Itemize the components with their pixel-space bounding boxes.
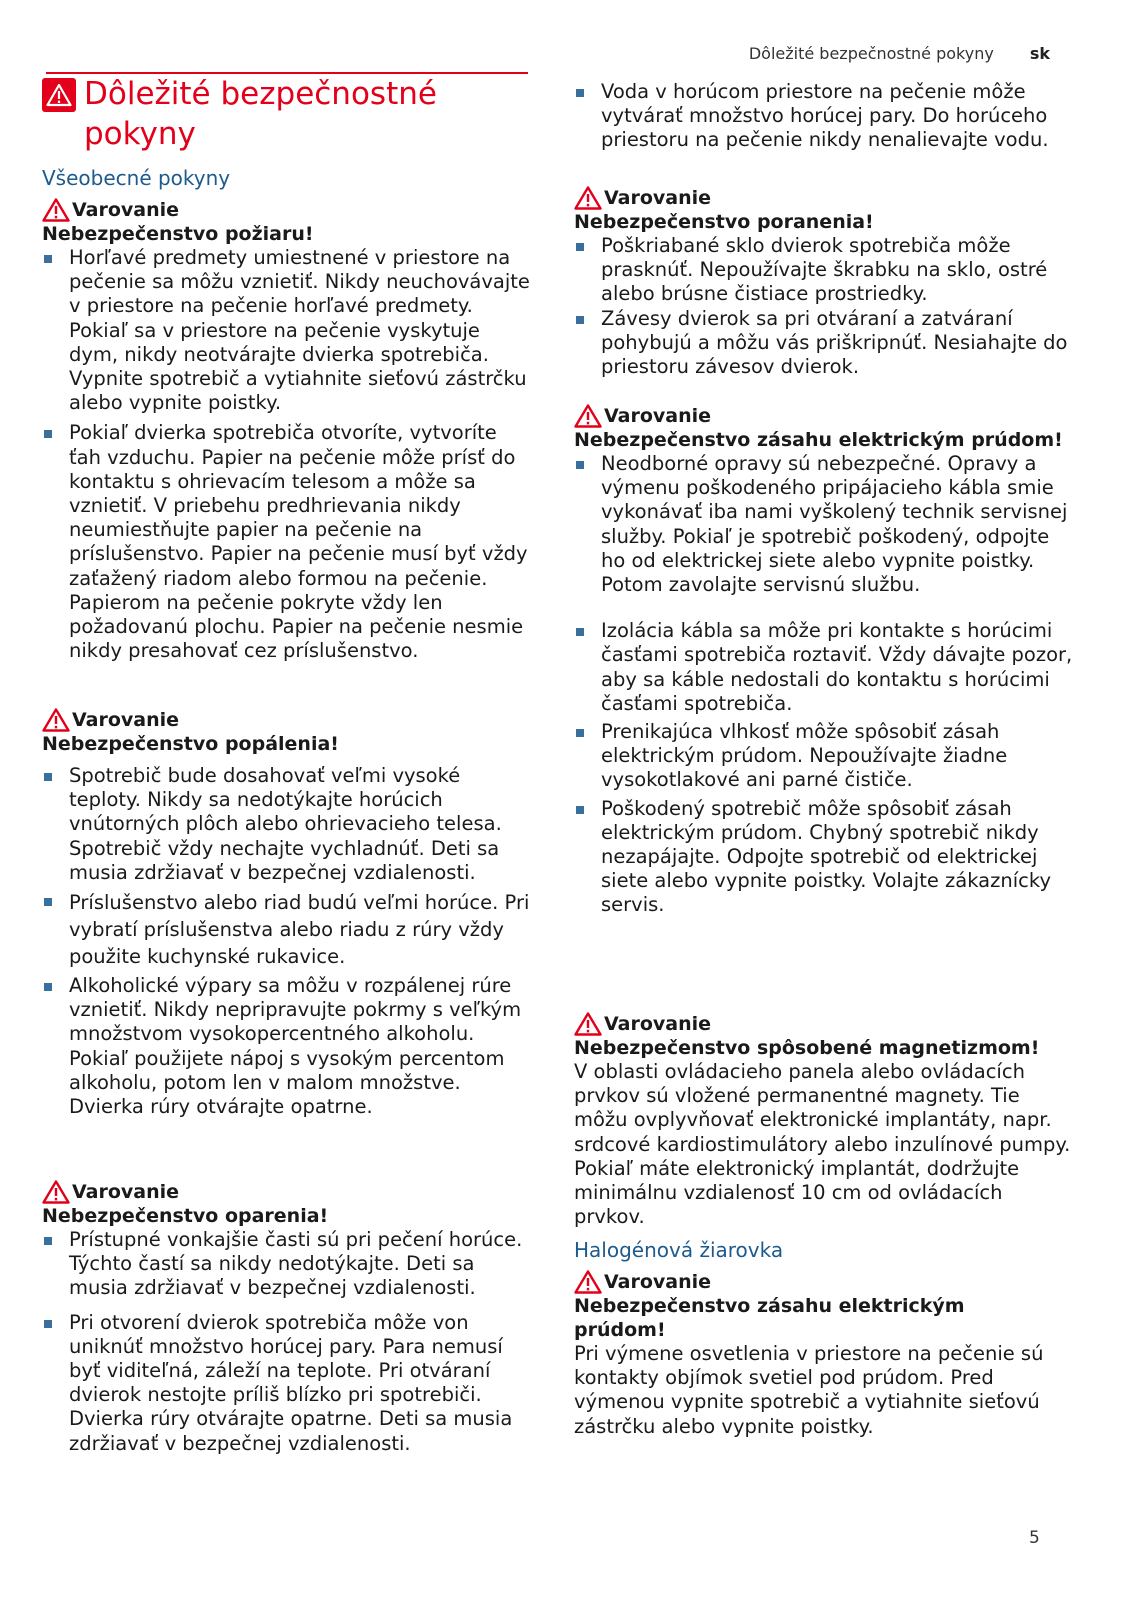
list-item: Poškriabané sklo dvierok spotrebiča môže prasknúť. Nepoužívajte škrabku na sklo, ostré alebo brúsne čistiace prostriedky. (574, 234, 1074, 307)
warning-block-scald (42, 1180, 532, 1456)
warning-block-magnetism (574, 1012, 1074, 1229)
bullet-list (574, 234, 1074, 379)
warning-block-burn (42, 708, 532, 1119)
warning-triangle-icon (574, 404, 602, 428)
list-item: Voda v horúcom priestore na pečenie môže vytvárať množstvo horúcej pary. Do horúceho priestoru na pečenie nikdy nenalievajte vodu. (574, 80, 1074, 153)
danger-title: Nebezpečenstvo popálenia! (42, 733, 339, 755)
warning-triangle-icon (42, 708, 70, 732)
warning-heading (574, 1012, 1074, 1036)
list-item: Spotrebič bude dosahovať veľmi vysoké teploty. Nikdy sa nedotýkajte horúcich vnútorných plôch alebo ohrievacieho telesa. Spotrebič vždy nechajte vychladnúť. Deti sa musia zdržiavať v bezpečnej vzdialenosti. (42, 764, 532, 885)
warning-block-fire (42, 198, 532, 663)
list-item: Prenikajúca vlhkosť môže spôsobiť zásah elektrickým prúdom. Nepoužívajte žiadne vysokotlakové ani parné čističe. (574, 720, 1074, 793)
page-number: 5 (1029, 1528, 1040, 1548)
warning-heading (42, 708, 532, 732)
bullet-list (42, 1228, 532, 1456)
warning-label: Varovanie (604, 1271, 712, 1293)
warning-triangle-icon (574, 1012, 602, 1036)
warning-block-injury (574, 186, 1074, 379)
top-item-block (574, 80, 1074, 153)
warning-triangle-icon (574, 1270, 602, 1294)
danger-title: Nebezpečenstvo požiaru! (42, 223, 314, 245)
warning-label: Varovanie (604, 1013, 712, 1035)
warning-paragraph: V oblasti ovládacieho panela alebo ovládacích prvkov sú vložené permanentné magnety. Tie môžu ovplyvňovať elektronické implantáty, napr. srdcové kardiostimulátory alebo inzulínové pumpy. Pokiaľ máte elektronický implantát, dodržujte minimálnu vzdialenosť 10 cm od ovládacích prvkov. (574, 1060, 1071, 1229)
list-item: Pokiaľ dvierka spotrebiča otvoríte, vytvoríte ťah vzduchu. Papier na pečenie môže prísť do kontaktu s ohrievacím telesom a môže sa vznietiť. V priebehu predhrievania nikdy neumiestňujte papier na pečenie na príslušenstvo. Papier na pečenie musí byť vždy zaťažený riadom alebo formou na pečenie. Papierom na pečenie pokryte vždy len požadovanú plochu. Papier na pečenie nesmie nikdy presahovať cez príslušenstvo. (42, 421, 532, 663)
danger-title: Nebezpečenstvo zásahu elektrickým prúdom! (574, 1295, 965, 1341)
warning-paragraph: Pri výmene osvetlenia v priestore na pečenie sú kontakty objímok svetiel pod prúdom. Pred výmenou vypnite spotrebič a vytiahnite sieťovú zástrčku alebo vypnite poistky. (574, 1342, 1044, 1438)
bullet-list (574, 452, 1074, 918)
warning-label: Varovanie (72, 709, 180, 731)
warning-label: Varovanie (72, 1181, 180, 1203)
warning-triangle-icon (42, 198, 70, 222)
page-title: Dôležité bezpečnostné pokyny (84, 76, 437, 152)
list-item: Príslušenstvo alebo riad budú veľmi horúce. Pri vybratí príslušenstva alebo riadu z rúry vždy použite kuchynské rukavice. (42, 889, 532, 970)
list-item: Poškodený spotrebič môže spôsobiť zásah elektrickým prúdom. Chybný spotrebič nikdy nezapájajte. Odpojte spotrebič od elektrickej siete alebo vypnite poistky. Volajte zákaznícky servis. (574, 797, 1074, 918)
list-item: Závesy dvierok sa pri otváraní a zatváraní pohybujú a môžu vás priškripnúť. Nesiahajte do priestoru závesov dvierok. (574, 307, 1074, 380)
section-title-general: Všeobecné pokyny (42, 166, 231, 190)
warning-heading (574, 186, 1074, 210)
warning-block-electric (574, 404, 1104, 918)
warning-heading (574, 1270, 1014, 1294)
danger-title: Nebezpečenstvo zásahu elektrickým prúdom! (574, 429, 1063, 451)
warning-block-halogen (574, 1270, 1044, 1439)
warning-triangle-icon (42, 78, 76, 112)
list-item: Prístupné vonkajšie časti sú pri pečení horúce. Týchto častí sa nikdy nedotýkajte. Deti sa musia zdržiavať v bezpečnej vzdialenosti. (42, 1228, 532, 1301)
warning-heading (42, 198, 532, 222)
warning-label: Varovanie (604, 187, 712, 209)
bullet-list (42, 246, 532, 663)
list-item: Pri otvorení dvierok spotrebiča môže von uniknúť množstvo horúcej pary. Para nemusí byť viditeľná, záleží na teplote. Pri otváraní dvierok nestojte príliš blízko pri spotrebiči. Dvierka rúry otvárajte opatrne. Deti sa musia zdržiavať v bezpečnej vzdialenosti. (42, 1311, 532, 1456)
list-item: Alkoholické výpary sa môžu v rozpálenej rúre vznietiť. Nikdy nepripravujte pokrmy s veľkým množstvom vysokopercentného alkoholu. Pokiaľ použijete nápoj s vysokým percentom alkoholu, potom len v malom množstve. Dvierka rúry otvárajte opatrne. (42, 974, 532, 1119)
running-header (749, 44, 1050, 63)
bullet-list (574, 80, 1074, 153)
warning-heading (42, 1180, 532, 1204)
header-language: sk (1029, 44, 1050, 63)
warning-triangle-icon (42, 1180, 70, 1204)
list-item: Horľavé predmety umiestnené v priestore na pečenie sa môžu vznietiť. Nikdy neuchovávajte v priestore na pečenie horľavé predmety. Pokiaľ sa v priestore na pečenie vyskytuje dym, nikdy neotvárajte dvierka spotrebiča. Vypnite spotrebič a vytiahnite sieťovú zástrčku alebo vypnite poistky. (42, 246, 532, 415)
danger-title: Nebezpečenstvo poranenia! (574, 211, 874, 233)
section-title-halogen: Halogénová žiarovka (574, 1238, 784, 1262)
warning-triangle-icon (574, 186, 602, 210)
main-title-block (42, 74, 522, 154)
warning-heading (574, 404, 1104, 428)
danger-title: Nebezpečenstvo oparenia! (42, 1205, 329, 1227)
bullet-list (42, 764, 532, 1119)
header-title: Dôležité bezpečnostné pokyny (748, 44, 994, 63)
warning-label: Varovanie (72, 199, 180, 221)
danger-title: Nebezpečenstvo spôsobené magnetizmom! (574, 1037, 1040, 1059)
list-item: Neodborné opravy sú nebezpečné. Opravy a výmenu poškodeného pripájacieho kábla smie vykonávať iba nami vyškolený technik servisnej služby. Pokiaľ je spotrebič poškodený, odpojte ho od elektrickej siete alebo vypnite poistky. Potom zavolajte servisnú službu. (574, 452, 1074, 597)
warning-label: Varovanie (604, 405, 712, 427)
list-item: Izolácia kábla sa môže pri kontakte s horúcimi časťami spotrebiča roztaviť. Vždy dávajte pozor, aby sa káble nedostali do kontaktu s horúcimi časťami spotrebiča. (574, 619, 1074, 716)
